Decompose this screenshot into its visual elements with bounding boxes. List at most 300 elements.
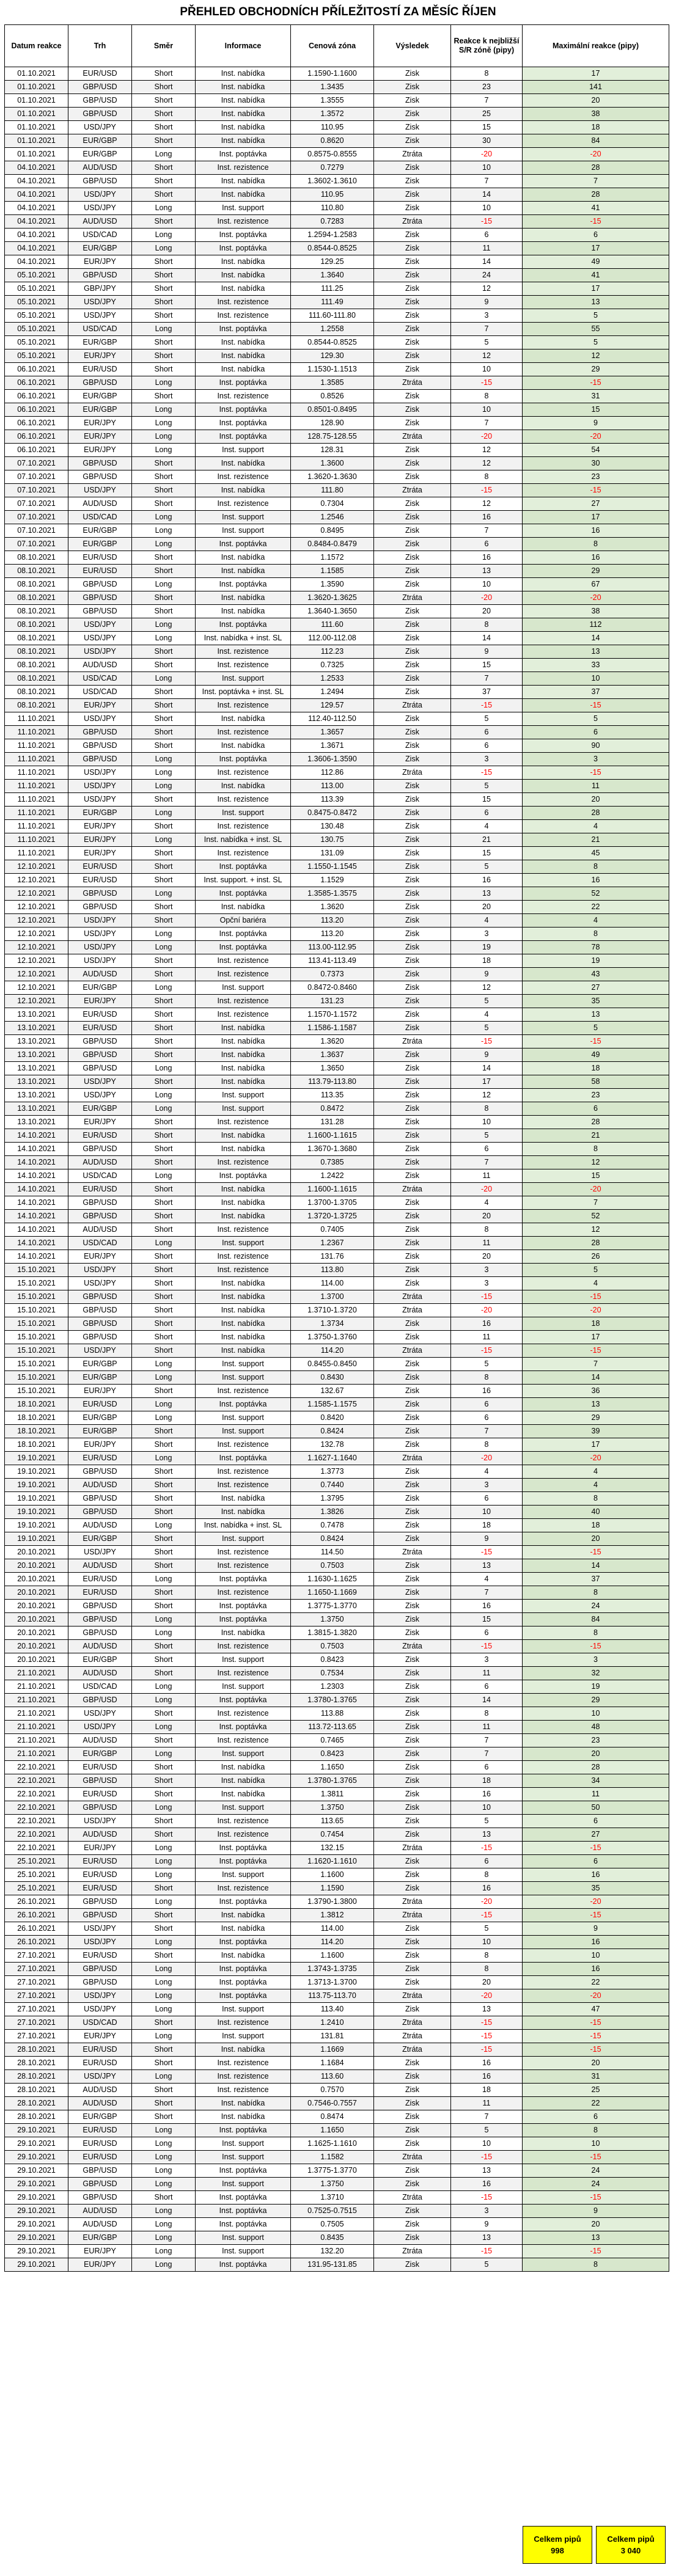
cell-market: GBP/USD	[68, 887, 132, 901]
cell-info: Inst. nabídka	[196, 551, 291, 565]
cell-direction: Short	[132, 1788, 196, 1801]
table-row	[5, 2070, 669, 2084]
cell-result: Zisk	[374, 2057, 451, 2070]
cell-info: Inst. support	[196, 202, 291, 215]
cell-price-zone: 0.8474	[291, 2110, 374, 2124]
cell-info: Inst. poptávka	[196, 2205, 291, 2218]
table-row	[5, 1116, 669, 1129]
cell-price-zone: 114.00	[291, 1277, 374, 1290]
cell-info: Inst. poptávka	[196, 403, 291, 417]
cell-date: 06.10.2021	[5, 403, 68, 417]
cell-direction: Short	[132, 1250, 196, 1264]
cell-sr-reaction: 20	[451, 1250, 523, 1264]
cell-price-zone: 111.25	[291, 282, 374, 296]
cell-direction: Short	[132, 914, 196, 928]
cell-result: Zisk	[374, 1613, 451, 1626]
cell-sr-reaction: -20	[451, 1452, 523, 1465]
cell-date: 11.10.2021	[5, 726, 68, 739]
table-row	[5, 363, 669, 376]
cell-max-reaction: 11	[523, 1788, 669, 1801]
cell-result: Zisk	[374, 524, 451, 538]
cell-sr-reaction: 5	[451, 712, 523, 726]
cell-result: Zisk	[374, 1116, 451, 1129]
cell-direction: Short	[132, 1815, 196, 1828]
cell-direction: Long	[132, 928, 196, 941]
cell-direction: Short	[132, 2057, 196, 2070]
cell-sr-reaction: 16	[451, 2178, 523, 2191]
cell-sr-reaction: 8	[451, 1707, 523, 1721]
table-row	[5, 2084, 669, 2097]
cell-max-reaction: -20	[523, 148, 669, 161]
cell-price-zone: 0.8423	[291, 1653, 374, 1667]
table-row	[5, 712, 669, 726]
cell-sr-reaction: 20	[451, 901, 523, 914]
cell-info: Inst. poptávka	[196, 887, 291, 901]
cell-price-zone: 129.25	[291, 255, 374, 269]
cell-result: Zisk	[374, 995, 451, 1008]
cell-result: Ztráta	[374, 2191, 451, 2205]
cell-market: USD/CAD	[68, 1237, 132, 1250]
cell-date: 11.10.2021	[5, 807, 68, 820]
cell-market: EUR/GBP	[68, 242, 132, 255]
cell-info: Inst. nabídka	[196, 712, 291, 726]
cell-market: GBP/USD	[68, 94, 132, 108]
cell-info: Inst. nabídka	[196, 81, 291, 94]
cell-result: Zisk	[374, 269, 451, 282]
cell-date: 29.10.2021	[5, 2137, 68, 2151]
cell-market: EUR/GBP	[68, 148, 132, 161]
cell-market: GBP/USD	[68, 1035, 132, 1048]
table-row	[5, 1169, 669, 1183]
cell-result: Zisk	[374, 2178, 451, 2191]
cell-result: Zisk	[374, 417, 451, 430]
cell-price-zone: 1.3637	[291, 1048, 374, 1062]
cell-result: Zisk	[374, 2124, 451, 2137]
cell-date: 04.10.2021	[5, 202, 68, 215]
cell-info: Inst. rezistence	[196, 1815, 291, 1828]
cell-info: Inst. poptávka	[196, 941, 291, 954]
cell-info: Inst. rezistence	[196, 726, 291, 739]
cell-market: AUD/USD	[68, 968, 132, 981]
cell-max-reaction: 10	[523, 672, 669, 686]
cell-info: Inst. rezistence	[196, 161, 291, 175]
cell-date: 06.10.2021	[5, 363, 68, 376]
cell-direction: Short	[132, 363, 196, 376]
cell-direction: Short	[132, 336, 196, 349]
cell-sr-reaction: -15	[451, 1035, 523, 1048]
cell-price-zone: 1.3640-1.3650	[291, 605, 374, 618]
cell-max-reaction: 141	[523, 81, 669, 94]
table-row	[5, 551, 669, 565]
cell-max-reaction: -15	[523, 1035, 669, 1048]
cell-result: Zisk	[374, 1008, 451, 1022]
table-row	[5, 1331, 669, 1344]
header-row	[5, 25, 669, 67]
cell-info: Inst. nabídka	[196, 1331, 291, 1344]
cell-direction: Short	[132, 2191, 196, 2205]
cell-result: Zisk	[374, 780, 451, 793]
cell-sr-reaction: 18	[451, 2084, 523, 2097]
cell-price-zone: 1.1600	[291, 1868, 374, 1882]
table-row	[5, 255, 669, 269]
cell-market: USD/JPY	[68, 1264, 132, 1277]
cell-sr-reaction: 8	[451, 1371, 523, 1385]
cell-max-reaction: 10	[523, 1707, 669, 1721]
table-row	[5, 1519, 669, 1532]
cell-direction: Long	[132, 766, 196, 780]
cell-market: GBP/USD	[68, 1304, 132, 1317]
cell-direction: Short	[132, 1532, 196, 1546]
cell-result: Ztráta	[374, 376, 451, 390]
cell-price-zone: 1.3720-1.3725	[291, 1210, 374, 1223]
cell-date: 15.10.2021	[5, 1331, 68, 1344]
cell-market: EUR/USD	[68, 860, 132, 874]
cell-result: Zisk	[374, 255, 451, 269]
cell-result: Zisk	[374, 726, 451, 739]
cell-max-reaction: 4	[523, 1277, 669, 1290]
cell-date: 05.10.2021	[5, 349, 68, 363]
cell-direction: Short	[132, 67, 196, 81]
cell-market: USD/JPY	[68, 1546, 132, 1559]
cell-direction: Long	[132, 1895, 196, 1909]
cell-date: 26.10.2021	[5, 1909, 68, 1922]
cell-max-reaction: 4	[523, 820, 669, 833]
cell-max-reaction: 6	[523, 2110, 669, 2124]
cell-info: Inst. support	[196, 1371, 291, 1385]
cell-max-reaction: 12	[523, 349, 669, 363]
table-row	[5, 484, 669, 497]
cell-info: Inst. nabídka + inst. SL	[196, 632, 291, 645]
cell-max-reaction: 24	[523, 2164, 669, 2178]
cell-market: GBP/USD	[68, 1331, 132, 1344]
cell-sr-reaction: 6	[451, 1411, 523, 1425]
cell-result: Zisk	[374, 1022, 451, 1035]
cell-date: 12.10.2021	[5, 981, 68, 995]
cell-sr-reaction: 10	[451, 403, 523, 417]
cell-info: Inst. poptávka	[196, 1936, 291, 1949]
cell-direction: Short	[132, 591, 196, 605]
cell-date: 12.10.2021	[5, 914, 68, 928]
cell-result: Zisk	[374, 807, 451, 820]
cell-result: Zisk	[374, 1169, 451, 1183]
cell-direction: Long	[132, 1989, 196, 2003]
table-row	[5, 1102, 669, 1116]
cell-price-zone: 131.28	[291, 1116, 374, 1129]
cell-price-zone: 111.49	[291, 296, 374, 309]
cell-date: 13.10.2021	[5, 1035, 68, 1048]
cell-info: Inst. poptávka	[196, 753, 291, 766]
cell-date: 13.10.2021	[5, 1075, 68, 1089]
cell-date: 19.10.2021	[5, 1519, 68, 1532]
cell-price-zone: 1.1650	[291, 1761, 374, 1774]
cell-info: Inst. nabídka	[196, 1317, 291, 1331]
cell-price-zone: 1.3710-1.3720	[291, 1304, 374, 1317]
cell-info: Inst. nabídka	[196, 1304, 291, 1317]
table-row	[5, 1842, 669, 1855]
cell-max-reaction: -20	[523, 1304, 669, 1317]
cell-result: Zisk	[374, 2205, 451, 2218]
cell-market: EUR/GBP	[68, 807, 132, 820]
cell-sr-reaction: 6	[451, 538, 523, 551]
cell-price-zone: 0.7534	[291, 1667, 374, 1680]
cell-price-zone: 113.20	[291, 928, 374, 941]
cell-market: AUD/USD	[68, 1223, 132, 1237]
cell-sr-reaction: 7	[451, 417, 523, 430]
cell-result: Zisk	[374, 323, 451, 336]
cell-sr-reaction: 6	[451, 739, 523, 753]
cell-max-reaction: 11	[523, 780, 669, 793]
cell-market: GBP/USD	[68, 1613, 132, 1626]
cell-date: 29.10.2021	[5, 2205, 68, 2218]
cell-market: USD/CAD	[68, 323, 132, 336]
cell-sr-reaction: 8	[451, 618, 523, 632]
cell-direction: Long	[132, 2003, 196, 2016]
cell-price-zone: 113.00	[291, 780, 374, 793]
table-row	[5, 1438, 669, 1452]
cell-max-reaction: 16	[523, 1963, 669, 1976]
cell-price-zone: 132.20	[291, 2245, 374, 2258]
table-row	[5, 1640, 669, 1653]
cell-date: 08.10.2021	[5, 565, 68, 578]
cell-info: Inst. nabídka	[196, 1183, 291, 1196]
cell-result: Zisk	[374, 81, 451, 94]
cell-sr-reaction: -15	[451, 766, 523, 780]
cell-max-reaction: -20	[523, 591, 669, 605]
cell-date: 08.10.2021	[5, 618, 68, 632]
cell-market: USD/CAD	[68, 511, 132, 524]
cell-info: Inst. nabídka	[196, 269, 291, 282]
table-row	[5, 1358, 669, 1371]
cell-max-reaction: 5	[523, 1264, 669, 1277]
cell-max-reaction: 13	[523, 1398, 669, 1411]
cell-info: Inst. nabídka	[196, 1626, 291, 1640]
cell-info: Inst. nabídka + inst. SL	[196, 1519, 291, 1532]
cell-direction: Long	[132, 618, 196, 632]
table-row	[5, 1721, 669, 1734]
cell-market: EUR/GBP	[68, 134, 132, 148]
cell-price-zone: 112.40-112.50	[291, 712, 374, 726]
cell-date: 28.10.2021	[5, 2070, 68, 2084]
cell-result: Zisk	[374, 457, 451, 470]
cell-date: 11.10.2021	[5, 793, 68, 807]
cell-market: EUR/GBP	[68, 1411, 132, 1425]
cell-info: Inst. poptávka	[196, 376, 291, 390]
cell-sr-reaction: 6	[451, 1855, 523, 1868]
cell-max-reaction: -15	[523, 766, 669, 780]
cell-max-reaction: 8	[523, 1492, 669, 1506]
cell-info: Inst. nabídka	[196, 901, 291, 914]
cell-sr-reaction: 15	[451, 659, 523, 672]
cell-result: Zisk	[374, 941, 451, 954]
table-row	[5, 1774, 669, 1788]
cell-sr-reaction: 18	[451, 1519, 523, 1532]
cell-max-reaction: 8	[523, 1626, 669, 1640]
cell-result: Zisk	[374, 2070, 451, 2084]
cell-result: Zisk	[374, 605, 451, 618]
cell-price-zone: 1.3773	[291, 1465, 374, 1479]
cell-price-zone: 113.72-113.65	[291, 1721, 374, 1734]
cell-direction: Short	[132, 108, 196, 121]
cell-sr-reaction: -20	[451, 1895, 523, 1909]
cell-market: USD/JPY	[68, 928, 132, 941]
cell-info: Inst. rezistence	[196, 470, 291, 484]
cell-price-zone: 1.3657	[291, 726, 374, 739]
table-row	[5, 1156, 669, 1169]
cell-direction: Long	[132, 1801, 196, 1815]
cell-price-zone: 1.3775-1.3770	[291, 2164, 374, 2178]
cell-price-zone: 1.1630-1.1625	[291, 1573, 374, 1586]
cell-price-zone: 1.3602-1.3610	[291, 175, 374, 188]
table-row	[5, 1452, 669, 1465]
cell-info: Inst. nabídka	[196, 1075, 291, 1089]
cell-market: EUR/USD	[68, 1586, 132, 1600]
cell-result: Ztráta	[374, 215, 451, 229]
cell-market: USD/CAD	[68, 686, 132, 699]
cell-direction: Long	[132, 538, 196, 551]
cell-max-reaction: 16	[523, 1936, 669, 1949]
table-row	[5, 2231, 669, 2245]
cell-market: GBP/USD	[68, 2191, 132, 2205]
cell-info: Inst. rezistence	[196, 309, 291, 323]
cell-max-reaction: 6	[523, 1855, 669, 1868]
cell-price-zone: 1.1684	[291, 2057, 374, 2070]
cell-sr-reaction: 13	[451, 1559, 523, 1573]
cell-max-reaction: 19	[523, 1680, 669, 1694]
header-max-reaction: Maximální reakce (pipy)	[523, 25, 669, 67]
cell-sr-reaction: 5	[451, 1358, 523, 1371]
table-row	[5, 1586, 669, 1600]
cell-price-zone: 114.20	[291, 1936, 374, 1949]
cell-result: Ztráta	[374, 2043, 451, 2057]
cell-date: 27.10.2021	[5, 1949, 68, 1963]
cell-result: Zisk	[374, 645, 451, 659]
table-row	[5, 1801, 669, 1815]
cell-direction: Short	[132, 255, 196, 269]
cell-max-reaction: 28	[523, 1116, 669, 1129]
cell-date: 29.10.2021	[5, 2218, 68, 2231]
table-row	[5, 1546, 669, 1559]
cell-date: 25.10.2021	[5, 1882, 68, 1895]
table-row	[5, 390, 669, 403]
cell-info: Inst. support	[196, 1089, 291, 1102]
cell-date: 13.10.2021	[5, 1089, 68, 1102]
cell-sr-reaction: 8	[451, 1949, 523, 1963]
cell-sr-reaction: 10	[451, 1506, 523, 1519]
cell-max-reaction: 15	[523, 403, 669, 417]
cell-price-zone: 0.7373	[291, 968, 374, 981]
cell-result: Zisk	[374, 833, 451, 847]
cell-info: Inst. nabídka	[196, 1949, 291, 1963]
cell-sr-reaction: 6	[451, 1398, 523, 1411]
table-row	[5, 444, 669, 457]
cell-max-reaction: -15	[523, 2030, 669, 2043]
cell-date: 07.10.2021	[5, 524, 68, 538]
cell-direction: Long	[132, 2124, 196, 2137]
cell-info: Inst. rezistence	[196, 2016, 291, 2030]
cell-result: Zisk	[374, 2084, 451, 2097]
cell-price-zone: 1.3590	[291, 578, 374, 591]
cell-max-reaction: 47	[523, 2003, 669, 2016]
cell-price-zone: 128.90	[291, 417, 374, 430]
cell-market: EUR/USD	[68, 1452, 132, 1465]
cell-price-zone: 0.8544-0.8525	[291, 242, 374, 255]
cell-info: Inst. nabídka	[196, 175, 291, 188]
cell-result: Zisk	[374, 1559, 451, 1573]
table-row	[5, 175, 669, 188]
cell-date: 04.10.2021	[5, 255, 68, 269]
cell-result: Zisk	[374, 1747, 451, 1761]
cell-market: AUD/USD	[68, 1156, 132, 1169]
cell-sr-reaction: -20	[451, 1304, 523, 1317]
cell-result: Zisk	[374, 753, 451, 766]
cell-direction: Short	[132, 901, 196, 914]
cell-date: 12.10.2021	[5, 860, 68, 874]
cell-sr-reaction: 16	[451, 1385, 523, 1398]
cell-result: Zisk	[374, 1532, 451, 1546]
cell-max-reaction: 4	[523, 1465, 669, 1479]
cell-price-zone: 0.8544-0.8525	[291, 336, 374, 349]
cell-direction: Long	[132, 1842, 196, 1855]
cell-sr-reaction: 4	[451, 1573, 523, 1586]
cell-market: EUR/USD	[68, 2137, 132, 2151]
cell-price-zone: 1.1600-1.1615	[291, 1183, 374, 1196]
cell-info: Inst. rezistence	[196, 1465, 291, 1479]
cell-result: Zisk	[374, 1048, 451, 1062]
cell-market: USD/JPY	[68, 1707, 132, 1721]
cell-result: Zisk	[374, 67, 451, 81]
cell-market: EUR/USD	[68, 1949, 132, 1963]
cell-market: AUD/USD	[68, 659, 132, 672]
cell-sr-reaction: -20	[451, 1183, 523, 1196]
cell-market: USD/JPY	[68, 618, 132, 632]
cell-sr-reaction: 11	[451, 1169, 523, 1183]
cell-direction: Short	[132, 1438, 196, 1452]
cell-info: Inst. support	[196, 1237, 291, 1250]
cell-max-reaction: 49	[523, 1048, 669, 1062]
cell-info: Inst. rezistence	[196, 296, 291, 309]
cell-direction: Short	[132, 1667, 196, 1680]
cell-info: Inst. nabídka	[196, 1506, 291, 1519]
cell-info: Inst. support	[196, 524, 291, 538]
cell-sr-reaction: 12	[451, 444, 523, 457]
cell-max-reaction: 6	[523, 229, 669, 242]
cell-market: GBP/USD	[68, 81, 132, 94]
cell-result: Zisk	[374, 1492, 451, 1506]
cell-date: 22.10.2021	[5, 1788, 68, 1801]
cell-date: 07.10.2021	[5, 457, 68, 470]
cell-direction: Short	[132, 699, 196, 712]
cell-sr-reaction: 13	[451, 2003, 523, 2016]
cell-sr-reaction: 14	[451, 1694, 523, 1707]
cell-result: Zisk	[374, 672, 451, 686]
cell-result: Zisk	[374, 793, 451, 807]
table-row	[5, 67, 669, 81]
cell-max-reaction: 8	[523, 860, 669, 874]
cell-sr-reaction: 12	[451, 282, 523, 296]
cell-market: GBP/USD	[68, 1895, 132, 1909]
cell-max-reaction: 12	[523, 1156, 669, 1169]
cell-sr-reaction: 15	[451, 121, 523, 134]
cell-date: 01.10.2021	[5, 134, 68, 148]
cell-price-zone: 0.8472-0.8460	[291, 981, 374, 995]
cell-sr-reaction: 17	[451, 1075, 523, 1089]
cell-date: 01.10.2021	[5, 148, 68, 161]
cell-info: Inst. rezistence	[196, 793, 291, 807]
cell-market: EUR/JPY	[68, 430, 132, 444]
cell-max-reaction: 18	[523, 1519, 669, 1532]
cell-max-reaction: 3	[523, 1653, 669, 1667]
cell-date: 01.10.2021	[5, 121, 68, 134]
